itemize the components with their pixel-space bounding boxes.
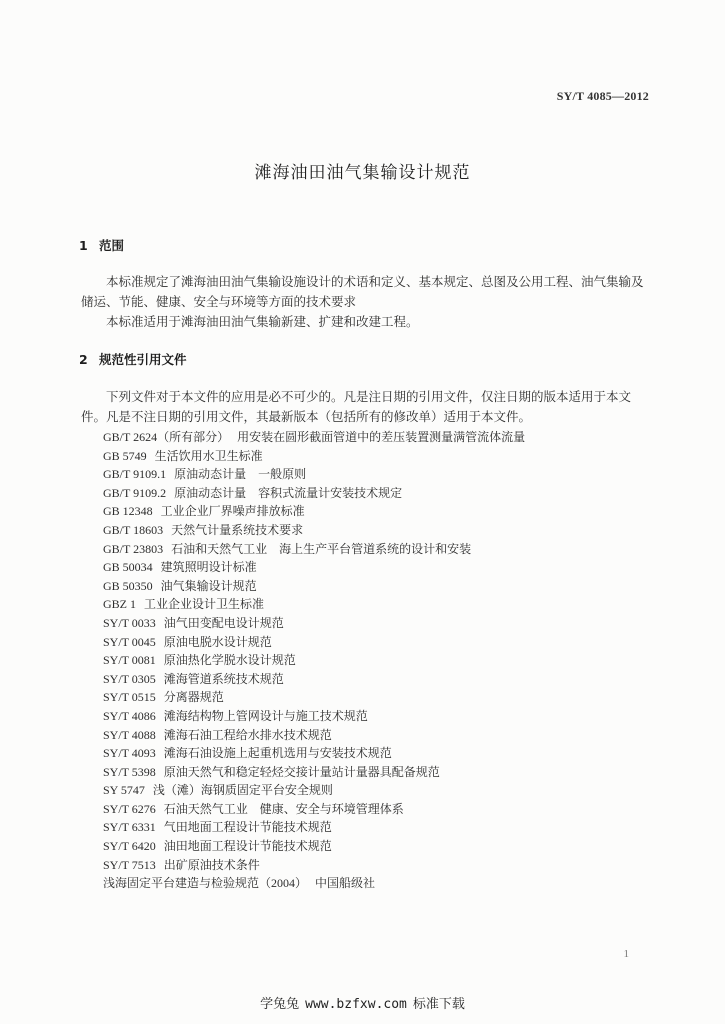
reference-code: GB/T 9109.1 <box>103 467 167 482</box>
reference-code: GB/T 9109.2 <box>103 485 167 500</box>
reference-title: 工业企业厂界噪声排放标准 <box>160 504 305 519</box>
reference-item <box>103 502 663 521</box>
reference-item <box>103 633 663 652</box>
reference-code: SY/T 5398 <box>103 764 156 779</box>
reference-item <box>103 670 663 689</box>
normative-references-list <box>103 428 663 893</box>
scope-paragraph-2: 本标准适用于滩海油田油气集输新建、扩建和改建工程。 <box>106 314 419 329</box>
reference-title: 滩海石油工程给水排水技术规范 <box>163 727 332 742</box>
reference-code: GB 12348 <box>103 504 153 519</box>
reference-code: GB 50034 <box>103 560 153 575</box>
reference-item <box>103 744 663 763</box>
reference-title: 石油和天然气工业 海上生产平台管道系统的设计和安装 <box>171 541 472 556</box>
reference-item <box>103 484 663 503</box>
reference-title: 分离器规范 <box>163 690 224 705</box>
reference-title: 石油天然气工业 健康、安全与环境管理体系 <box>163 801 404 816</box>
reference-item <box>103 818 663 837</box>
reference-title: 出矿原油技术条件 <box>163 857 260 872</box>
reference-item <box>103 558 663 577</box>
reference-title: 用安装在圆形截面管道中的差压装置测量满管流体流量 <box>237 430 526 444</box>
reference-title: 滩海石油设施上起重机选用与安装技术规范 <box>163 746 392 761</box>
reference-title: 滩海结构物上管网设计与施工技术规范 <box>163 708 368 723</box>
reference-title: 原油动态计量 容积式流量计安装技术规定 <box>174 485 403 500</box>
reference-code: SY 5747 <box>103 783 145 798</box>
reference-code: GB/T 2624（所有部分） <box>103 430 230 444</box>
reference-code: SY/T 0305 <box>103 671 156 686</box>
reference-item <box>103 428 663 447</box>
reference-item <box>103 447 663 466</box>
section-title: 规范性引用文件 <box>99 352 187 367</box>
footer-site-link: www.bzfxw.com <box>305 997 407 1012</box>
reference-code: GB 5749 <box>103 448 147 463</box>
reference-item <box>103 707 663 726</box>
reference-item <box>103 837 663 856</box>
scope-paragraph-1: 本标准规定了滩海油田油气集输设施设计的术语和定义、基本规定、总图及公用工程、油气集输及储运、节能、健康、安全与环境等方面的技术要求 <box>81 274 644 309</box>
reference-item <box>103 874 663 893</box>
reference-item <box>103 763 663 782</box>
section-1-heading <box>79 236 124 254</box>
references-intro-paragraph: 下列文件对于本文件的应用是必不可少的。凡是注日期的引用文件，仅注日期的版本适用于本文件。凡是不注日期的引用文件，其最新版本（包括所有的修改单）适用于本文件。 <box>81 389 632 424</box>
reference-code: SY/T 0515 <box>103 690 156 705</box>
reference-title: 建筑照明设计标准 <box>160 560 257 575</box>
reference-title: 原油电脱水设计规范 <box>163 634 272 649</box>
reference-code: SY/T 4088 <box>103 727 156 742</box>
reference-title: 原油天然气和稳定轻烃交接计量站计量器具配备规范 <box>163 764 440 779</box>
reference-code: SY/T 7513 <box>103 857 156 872</box>
section-number: 1 <box>79 238 88 253</box>
reference-title: 原油动态计量 一般原则 <box>174 467 307 482</box>
section-number: 2 <box>79 352 88 367</box>
reference-item <box>103 521 663 540</box>
reference-title: 油田地面工程设计节能技术规范 <box>163 839 332 854</box>
reference-code: GB/T 23803 <box>103 541 164 556</box>
reference-title: 气田地面工程设计节能技术规范 <box>163 820 332 835</box>
reference-item <box>103 726 663 745</box>
reference-item <box>103 614 663 633</box>
reference-item <box>103 577 663 596</box>
reference-code: SY/T 0045 <box>103 634 156 649</box>
reference-title: 浅（滩）海钢质固定平台安全规则 <box>152 783 333 798</box>
reference-code: SY/T 0033 <box>103 615 156 630</box>
section-title: 范围 <box>99 238 125 253</box>
reference-item <box>103 800 663 819</box>
reference-code: SY/T 6331 <box>103 820 156 835</box>
footer-label: 标准下载 <box>412 997 465 1012</box>
reference-code: SY/T 6276 <box>103 801 156 816</box>
reference-item <box>103 856 663 875</box>
reference-title: 生活饮用水卫生标准 <box>154 448 263 463</box>
reference-code: GB/T 18603 <box>103 522 164 537</box>
reference-title: 原油热化学脱水设计规范 <box>163 653 296 668</box>
reference-item <box>103 540 663 559</box>
reference-title: 工业企业设计卫生标准 <box>144 597 265 612</box>
reference-code: 浅海固定平台建造与检验规范（2004） <box>103 876 308 891</box>
page-number: 1 <box>623 948 629 960</box>
reference-item <box>103 595 663 614</box>
reference-title: 天然气计量系统技术要求 <box>171 522 304 537</box>
section-2-heading <box>79 350 187 368</box>
reference-title: 滩海管道系统技术规范 <box>163 671 284 686</box>
reference-code: SY/T 4093 <box>103 746 156 761</box>
reference-code: SY/T 0081 <box>103 653 156 668</box>
reference-item <box>103 651 663 670</box>
reference-code: SY/T 6420 <box>103 839 156 854</box>
footer-watermark <box>0 993 725 1012</box>
footer-brand: 学兔兔 <box>260 997 300 1012</box>
reference-item <box>103 688 663 707</box>
reference-item <box>103 465 663 484</box>
reference-title: 中国船级社 <box>315 876 376 891</box>
reference-title: 油气集输设计规范 <box>160 578 257 593</box>
reference-code: SY/T 4086 <box>103 708 156 723</box>
reference-code: GB 50350 <box>103 578 153 593</box>
document-title: 滩海油田油气集输设计规范 <box>254 163 471 183</box>
standard-code: SY/T 4085—2012 <box>556 89 649 103</box>
reference-title: 油气田变配电设计规范 <box>163 615 284 630</box>
reference-code: GBZ 1 <box>103 597 136 612</box>
reference-item <box>103 781 663 800</box>
